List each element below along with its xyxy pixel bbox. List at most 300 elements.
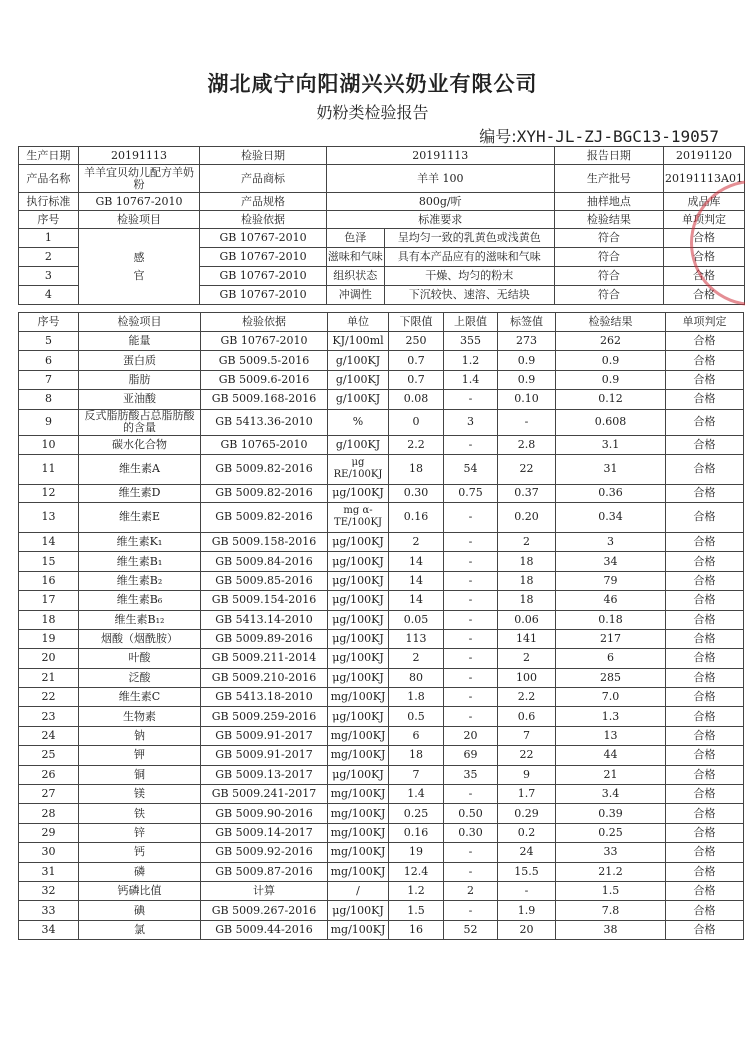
sensory-result: 符合 xyxy=(554,267,663,286)
serial-label: 编号: xyxy=(479,127,517,146)
nutrient-row xyxy=(19,435,744,454)
sensory-attribute: 组织状态 xyxy=(326,267,384,286)
nutrient-row xyxy=(19,746,744,765)
nutrient-upper: 355 xyxy=(444,332,498,351)
nutrient-row xyxy=(19,571,744,590)
nutrient-result: 7.8 xyxy=(556,901,666,920)
nutrient-judge: 合格 xyxy=(666,862,744,881)
sensory-header-req: 标准要求 xyxy=(326,211,554,229)
nutrient-judge: 合格 xyxy=(666,435,744,454)
nutrient-basis: GB 5009.82-2016 xyxy=(201,502,328,532)
nutrient-basis: GB 5413.14-2010 xyxy=(201,610,328,629)
nutrient-item: 亚油酸 xyxy=(79,390,201,409)
nutrient-label: 15.5 xyxy=(498,862,556,881)
nutrient-row xyxy=(19,351,744,370)
nutrient-basis: GB 5009.91-2017 xyxy=(201,746,328,765)
nutrient-item: 维生素C xyxy=(79,688,201,707)
nutrient-result: 217 xyxy=(556,629,666,648)
nutrient-judge: 合格 xyxy=(666,351,744,370)
nutrient-item: 生物素 xyxy=(79,707,201,726)
nutrient-lower: 1.2 xyxy=(389,881,444,900)
nutrient-basis: GB 5413.36-2010 xyxy=(201,409,328,435)
nutrient-basis: GB 10765-2010 xyxy=(201,435,328,454)
nutrient-row xyxy=(19,484,744,502)
nutrient-judge: 合格 xyxy=(666,390,744,409)
nutrient-upper: - xyxy=(444,785,498,804)
nutrient-lower: 18 xyxy=(389,746,444,765)
nutrient-basis: 计算 xyxy=(201,881,328,900)
sensory-requirement: 下沉较快、速溶、无结块 xyxy=(384,286,554,305)
batch-value: 20191113A01 xyxy=(664,165,745,193)
nutrient-judge: 合格 xyxy=(666,571,744,590)
nutrient-basis: GB 5413.18-2010 xyxy=(201,688,328,707)
spec-value: 800g/听 xyxy=(326,193,554,211)
nutrient-item: 泛酸 xyxy=(79,668,201,687)
nutrient-row xyxy=(19,502,744,532)
nutrient-upper: 0.30 xyxy=(444,823,498,842)
nutrient-lower: 0.05 xyxy=(389,610,444,629)
nutrient-upper: - xyxy=(444,707,498,726)
nutrient-result: 0.34 xyxy=(556,502,666,532)
nutrient-no: 14 xyxy=(19,532,79,551)
nutrient-label: 0.37 xyxy=(498,484,556,502)
nutrient-row xyxy=(19,532,744,551)
sensory-result: 符合 xyxy=(554,229,663,248)
nutrient-judge: 合格 xyxy=(666,668,744,687)
nutrient-basis: GB 5009.82-2016 xyxy=(201,454,328,484)
nutrient-row xyxy=(19,688,744,707)
nutrient-header-judge: 单项判定 xyxy=(666,313,744,332)
nutrient-row xyxy=(19,409,744,435)
nutrient-judge: 合格 xyxy=(666,881,744,900)
nutrient-unit: μg/100KJ xyxy=(328,610,389,629)
nutrient-row xyxy=(19,862,744,881)
nutrient-header-lower: 下限值 xyxy=(389,313,444,332)
nutrient-unit: mg α-TE/100KJ xyxy=(328,502,389,532)
nutrient-row xyxy=(19,454,744,484)
sensory-rows xyxy=(19,229,745,305)
nutrient-item: 能量 xyxy=(79,332,201,351)
nutrient-upper: - xyxy=(444,502,498,532)
nutrient-judge: 合格 xyxy=(666,484,744,502)
nutrient-no: 7 xyxy=(19,370,79,389)
nutrient-table xyxy=(18,312,744,940)
nutrient-upper: 20 xyxy=(444,726,498,745)
nutrient-row xyxy=(19,765,744,784)
check-date-value: 20191113 xyxy=(326,147,554,165)
nutrient-lower: 0.30 xyxy=(389,484,444,502)
nutrient-basis: GB 5009.211-2014 xyxy=(201,649,328,668)
nutrient-basis: GB 5009.14-2017 xyxy=(201,823,328,842)
nutrient-upper: 2 xyxy=(444,881,498,900)
nutrient-item: 碳水化合物 xyxy=(79,435,201,454)
sensory-header-judge: 单项判定 xyxy=(664,211,745,229)
sensory-header-no: 序号 xyxy=(19,211,79,229)
nutrient-result: 0.9 xyxy=(556,370,666,389)
nutrient-lower: 250 xyxy=(389,332,444,351)
nutrient-result: 0.608 xyxy=(556,409,666,435)
nutrient-upper: - xyxy=(444,610,498,629)
nutrient-judge: 合格 xyxy=(666,409,744,435)
nutrient-unit: mg/100KJ xyxy=(328,804,389,823)
nutrient-judge: 合格 xyxy=(666,765,744,784)
nutrient-no: 33 xyxy=(19,901,79,920)
nutrient-label: 18 xyxy=(498,571,556,590)
nutrient-no: 6 xyxy=(19,351,79,370)
nutrient-judge: 合格 xyxy=(666,649,744,668)
nutrient-upper: - xyxy=(444,390,498,409)
nutrient-unit: μg/100KJ xyxy=(328,668,389,687)
sensory-judgement: 合格 xyxy=(664,248,745,267)
nutrient-basis: GB 5009.90-2016 xyxy=(201,804,328,823)
nutrient-unit: g/100KJ xyxy=(328,435,389,454)
nutrient-result: 3 xyxy=(556,532,666,551)
nutrient-no: 10 xyxy=(19,435,79,454)
sensory-basis: GB 10767-2010 xyxy=(200,286,326,305)
nutrient-lower: 0.25 xyxy=(389,804,444,823)
nutrient-label: 0.20 xyxy=(498,502,556,532)
nutrient-unit: μg/100KJ xyxy=(328,532,389,551)
nutrient-unit: μg/100KJ xyxy=(328,484,389,502)
nutrient-basis: GB 5009.6-2016 xyxy=(201,370,328,389)
nutrient-lower: 14 xyxy=(389,591,444,610)
nutrient-no: 24 xyxy=(19,726,79,745)
nutrient-rows xyxy=(19,332,744,940)
sensory-no: 4 xyxy=(19,286,79,305)
nutrient-unit: μg/100KJ xyxy=(328,707,389,726)
nutrient-upper: - xyxy=(444,901,498,920)
nutrient-basis: GB 5009.259-2016 xyxy=(201,707,328,726)
nutrient-basis: GB 5009.92-2016 xyxy=(201,843,328,862)
report-title: 奶粉类检验报告 xyxy=(316,103,429,122)
nutrient-result: 1.5 xyxy=(556,881,666,900)
nutrient-lower: 113 xyxy=(389,629,444,648)
product-name-label: 产品名称 xyxy=(19,165,79,193)
nutrient-header-label: 标签值 xyxy=(498,313,556,332)
nutrient-label: 0.9 xyxy=(498,370,556,389)
sample-loc-label: 抽样地点 xyxy=(554,193,663,211)
nutrient-no: 27 xyxy=(19,785,79,804)
nutrient-basis: GB 5009.210-2016 xyxy=(201,668,328,687)
nutrient-label: 2 xyxy=(498,532,556,551)
nutrient-unit: μg/100KJ xyxy=(328,765,389,784)
nutrient-label: - xyxy=(498,409,556,435)
nutrient-lower: 14 xyxy=(389,571,444,590)
prod-date-value: 20191113 xyxy=(78,147,200,165)
nutrient-unit: mg/100KJ xyxy=(328,862,389,881)
nutrient-result: 285 xyxy=(556,668,666,687)
nutrient-judge: 合格 xyxy=(666,454,744,484)
sensory-header-result: 检验结果 xyxy=(554,211,663,229)
nutrient-no: 30 xyxy=(19,843,79,862)
nutrient-judge: 合格 xyxy=(666,688,744,707)
nutrient-unit: μg/100KJ xyxy=(328,649,389,668)
nutrient-no: 13 xyxy=(19,502,79,532)
nutrient-label: 0.6 xyxy=(498,707,556,726)
sensory-group-label xyxy=(78,229,200,305)
nutrient-lower: 0.7 xyxy=(389,370,444,389)
nutrient-unit: mg/100KJ xyxy=(328,920,389,939)
nutrient-result: 44 xyxy=(556,746,666,765)
nutrient-item: 维生素E xyxy=(79,502,201,532)
nutrient-lower: 0 xyxy=(389,409,444,435)
nutrient-basis: GB 5009.154-2016 xyxy=(201,591,328,610)
nutrient-item: 钠 xyxy=(79,726,201,745)
nutrient-item: 铜 xyxy=(79,765,201,784)
nutrient-unit: mg/100KJ xyxy=(328,688,389,707)
nutrient-upper: - xyxy=(444,591,498,610)
nutrient-judge: 合格 xyxy=(666,726,744,745)
sensory-no: 1 xyxy=(19,229,79,248)
nutrient-upper: - xyxy=(444,629,498,648)
nutrient-result: 0.18 xyxy=(556,610,666,629)
nutrient-label: 0.9 xyxy=(498,351,556,370)
nutrient-judge: 合格 xyxy=(666,746,744,765)
nutrient-no: 22 xyxy=(19,688,79,707)
nutrient-item: 维生素K₁ xyxy=(79,532,201,551)
nutrient-lower: 0.7 xyxy=(389,351,444,370)
nutrient-item: 维生素B₆ xyxy=(79,591,201,610)
nutrient-result: 33 xyxy=(556,843,666,862)
nutrient-lower: 0.08 xyxy=(389,390,444,409)
nutrient-no: 16 xyxy=(19,571,79,590)
nutrient-unit: μg RE/100KJ xyxy=(328,454,389,484)
nutrient-judge: 合格 xyxy=(666,920,744,939)
nutrient-basis: GB 5009.89-2016 xyxy=(201,629,328,648)
nutrient-lower: 1.5 xyxy=(389,901,444,920)
nutrient-row xyxy=(19,610,744,629)
nutrient-header-unit: 单位 xyxy=(328,313,389,332)
nutrient-no: 25 xyxy=(19,746,79,765)
nutrient-judge: 合格 xyxy=(666,804,744,823)
nutrient-header-row xyxy=(19,313,744,332)
nutrient-unit: μg/100KJ xyxy=(328,591,389,610)
nutrient-judge: 合格 xyxy=(666,532,744,551)
nutrient-no: 17 xyxy=(19,591,79,610)
info-row-dates xyxy=(19,147,745,165)
sensory-basis: GB 10767-2010 xyxy=(200,248,326,267)
nutrient-label: 24 xyxy=(498,843,556,862)
nutrient-row xyxy=(19,668,744,687)
nutrient-upper: 54 xyxy=(444,454,498,484)
nutrient-result: 6 xyxy=(556,649,666,668)
nutrient-label: 20 xyxy=(498,920,556,939)
nutrient-no: 5 xyxy=(19,332,79,351)
sensory-judgement: 合格 xyxy=(664,229,745,248)
nutrient-result: 0.39 xyxy=(556,804,666,823)
nutrient-item: 烟酸（烟酰胺） xyxy=(79,629,201,648)
nutrient-upper: - xyxy=(444,649,498,668)
nutrient-result: 262 xyxy=(556,332,666,351)
nutrient-item: 钾 xyxy=(79,746,201,765)
nutrient-result: 7.0 xyxy=(556,688,666,707)
nutrient-item: 叶酸 xyxy=(79,649,201,668)
nutrient-label: 22 xyxy=(498,454,556,484)
nutrient-lower: 80 xyxy=(389,668,444,687)
sensory-judgement: 合格 xyxy=(664,286,745,305)
nutrient-judge: 合格 xyxy=(666,823,744,842)
nutrient-basis: GB 5009.85-2016 xyxy=(201,571,328,590)
sensory-result: 符合 xyxy=(554,286,663,305)
nutrient-row xyxy=(19,804,744,823)
nutrient-label: 2 xyxy=(498,649,556,668)
nutrient-item: 反式脂肪酸占总脂肪酸的含量 xyxy=(79,409,201,435)
nutrient-no: 8 xyxy=(19,390,79,409)
product-name-value: 羊羊宜贝幼儿配方羊奶粉 xyxy=(78,165,200,193)
report-serial xyxy=(479,124,719,147)
nutrient-unit: mg/100KJ xyxy=(328,785,389,804)
nutrient-item: 钙磷比值 xyxy=(79,881,201,900)
nutrient-result: 0.25 xyxy=(556,823,666,842)
nutrient-basis: GB 5009.82-2016 xyxy=(201,484,328,502)
nutrient-upper: - xyxy=(444,862,498,881)
sensory-requirement: 干燥、均匀的粉末 xyxy=(384,267,554,286)
report-date-value: 20191120 xyxy=(664,147,745,165)
nutrient-row xyxy=(19,629,744,648)
nutrient-judge: 合格 xyxy=(666,610,744,629)
nutrient-upper: - xyxy=(444,668,498,687)
nutrient-no: 20 xyxy=(19,649,79,668)
nutrient-no: 23 xyxy=(19,707,79,726)
nutrient-lower: 19 xyxy=(389,843,444,862)
nutrient-item: 氯 xyxy=(79,920,201,939)
nutrient-lower: 2.2 xyxy=(389,435,444,454)
batch-label: 生产批号 xyxy=(554,165,663,193)
nutrient-label: - xyxy=(498,881,556,900)
nutrient-item: 碘 xyxy=(79,901,201,920)
nutrient-judge: 合格 xyxy=(666,591,744,610)
nutrient-result: 34 xyxy=(556,552,666,571)
nutrient-lower: 1.8 xyxy=(389,688,444,707)
nutrient-row xyxy=(19,881,744,900)
nutrient-unit: μg/100KJ xyxy=(328,552,389,571)
nutrient-row xyxy=(19,332,744,351)
nutrient-unit: μg/100KJ xyxy=(328,571,389,590)
nutrient-label: 22 xyxy=(498,746,556,765)
nutrient-row xyxy=(19,707,744,726)
nutrient-label: 273 xyxy=(498,332,556,351)
nutrient-upper: 69 xyxy=(444,746,498,765)
prod-date-label: 生产日期 xyxy=(19,147,79,165)
nutrient-header-basis: 检验依据 xyxy=(201,313,328,332)
nutrient-upper: - xyxy=(444,532,498,551)
nutrient-basis: GB 5009.87-2016 xyxy=(201,862,328,881)
sensory-group-char: 官 xyxy=(133,268,145,282)
report-date-label: 报告日期 xyxy=(554,147,663,165)
sensory-group-char: 感 xyxy=(133,250,145,264)
nutrient-no: 11 xyxy=(19,454,79,484)
nutrient-label: 0.10 xyxy=(498,390,556,409)
nutrient-row xyxy=(19,823,744,842)
nutrient-result: 3.1 xyxy=(556,435,666,454)
nutrient-result: 31 xyxy=(556,454,666,484)
nutrient-lower: 14 xyxy=(389,552,444,571)
info-row-product xyxy=(19,165,745,193)
nutrient-upper: - xyxy=(444,843,498,862)
nutrient-item: 铁 xyxy=(79,804,201,823)
nutrient-unit: g/100KJ xyxy=(328,370,389,389)
nutrient-result: 0.12 xyxy=(556,390,666,409)
nutrient-basis: GB 5009.44-2016 xyxy=(201,920,328,939)
nutrient-unit: mg/100KJ xyxy=(328,843,389,862)
sensory-no: 2 xyxy=(19,248,79,267)
nutrient-label: 141 xyxy=(498,629,556,648)
sensory-basis: GB 10767-2010 xyxy=(200,229,326,248)
nutrient-label: 1.7 xyxy=(498,785,556,804)
standard-value: GB 10767-2010 xyxy=(78,193,200,211)
nutrient-header-no: 序号 xyxy=(19,313,79,332)
nutrient-unit: KJ/100ml xyxy=(328,332,389,351)
nutrient-judge: 合格 xyxy=(666,502,744,532)
nutrient-basis: GB 5009.13-2017 xyxy=(201,765,328,784)
nutrient-no: 18 xyxy=(19,610,79,629)
sensory-requirement: 呈均匀一致的乳黄色或浅黄色 xyxy=(384,229,554,248)
nutrient-lower: 0.16 xyxy=(389,502,444,532)
nutrient-no: 29 xyxy=(19,823,79,842)
nutrient-lower: 12.4 xyxy=(389,862,444,881)
nutrient-row xyxy=(19,370,744,389)
company-name: 湖北咸宁向阳湖兴兴奶业有限公司 xyxy=(207,72,538,96)
nutrient-result: 0.9 xyxy=(556,351,666,370)
nutrient-upper: - xyxy=(444,688,498,707)
nutrient-unit: mg/100KJ xyxy=(328,726,389,745)
sensory-attribute: 冲调性 xyxy=(326,286,384,305)
nutrient-label: 18 xyxy=(498,591,556,610)
nutrient-lower: 18 xyxy=(389,454,444,484)
nutrient-basis: GB 5009.168-2016 xyxy=(201,390,328,409)
nutrient-label: 1.9 xyxy=(498,901,556,920)
sensory-attribute: 色泽 xyxy=(326,229,384,248)
nutrient-unit: μg/100KJ xyxy=(328,629,389,648)
nutrient-no: 28 xyxy=(19,804,79,823)
nutrient-label: 7 xyxy=(498,726,556,745)
nutrient-lower: 7 xyxy=(389,765,444,784)
nutrient-lower: 16 xyxy=(389,920,444,939)
nutrient-item: 维生素A xyxy=(79,454,201,484)
nutrient-label: 2.2 xyxy=(498,688,556,707)
nutrient-basis: GB 5009.84-2016 xyxy=(201,552,328,571)
nutrient-item: 钙 xyxy=(79,843,201,862)
nutrient-row xyxy=(19,785,744,804)
sensory-requirement: 具有本产品应有的滋味和气味 xyxy=(384,248,554,267)
nutrient-judge: 合格 xyxy=(666,629,744,648)
nutrient-unit: g/100KJ xyxy=(328,351,389,370)
nutrient-no: 34 xyxy=(19,920,79,939)
nutrient-upper: - xyxy=(444,552,498,571)
info-table xyxy=(18,146,745,305)
nutrient-lower: 6 xyxy=(389,726,444,745)
nutrient-judge: 合格 xyxy=(666,843,744,862)
nutrient-lower: 0.5 xyxy=(389,707,444,726)
nutrient-result: 1.3 xyxy=(556,707,666,726)
sensory-header-basis: 检验依据 xyxy=(200,211,326,229)
nutrient-unit: μg/100KJ xyxy=(328,901,389,920)
nutrient-result: 21.2 xyxy=(556,862,666,881)
sensory-header-row xyxy=(19,211,745,229)
sensory-result: 符合 xyxy=(554,248,663,267)
nutrient-judge: 合格 xyxy=(666,785,744,804)
nutrient-lower: 2 xyxy=(389,649,444,668)
sensory-attribute: 滋味和气味 xyxy=(326,248,384,267)
nutrient-basis: GB 5009.91-2017 xyxy=(201,726,328,745)
nutrient-no: 26 xyxy=(19,765,79,784)
nutrient-result: 0.36 xyxy=(556,484,666,502)
nutrient-upper: 52 xyxy=(444,920,498,939)
nutrient-no: 32 xyxy=(19,881,79,900)
nutrient-row xyxy=(19,591,744,610)
nutrient-basis: GB 10767-2010 xyxy=(201,332,328,351)
nutrient-result: 46 xyxy=(556,591,666,610)
